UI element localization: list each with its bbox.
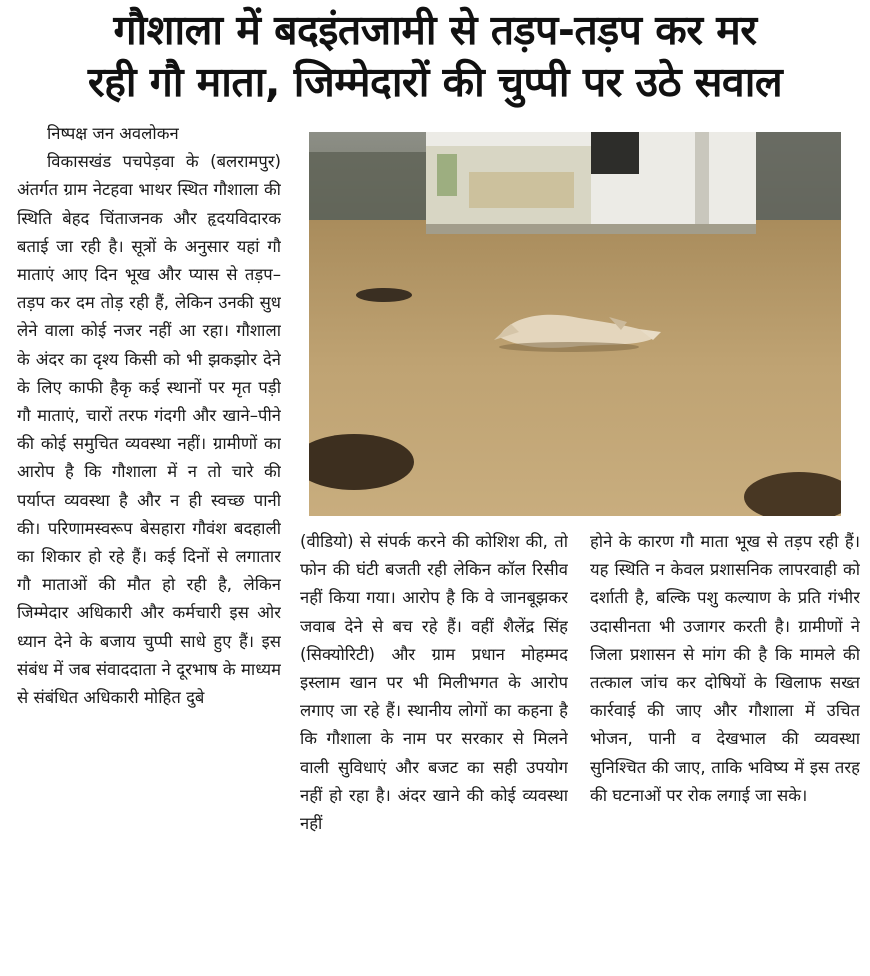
article-column-2 — [300, 528, 568, 968]
news-photo — [309, 132, 841, 516]
byline: निष्पक्ष जन अवलोकन — [47, 124, 179, 143]
article-paragraph-3: होने के कारण गौ माता भूख से तड़प रही हैं। यह स्थिति न केवल प्रशासनिक लापरवाही को दर्शाती है, बल्कि पशु कल्याण के प्रति गंभीर उदासीनता भी उजागर करती है। ग्रामीणों ने जिला प्रशासन से मांग की है कि मामले की तत्काल जांच कर दोषियों के खिलाफ सख्त कार्रवाई की जाए और गौशाला में उचित भोजन, पानी व देखभाल की व्यवस्था सुनिश्चित की जाए, ताकि भविष्य में इस तरह की घटनाओं पर रोक लगाई जा सके। — [590, 532, 860, 805]
article-column-1 — [17, 120, 281, 970]
article-paragraph-2: (वीडियो) से संपर्क करने की कोशिश की, तो फोन की घंटी बजती रही लेकिन कॉल रिसीव नहीं किया गया। आरोप है कि वे जानबूझकर जवाब देने से बच रहे हैं। वहीं शैलेंद्र सिंह (सिक्योरिटी) और ग्राम प्रधान मोहम्मद इस्लाम खान पर भी मिलीभगत के आरोप लगाए जा रहे हैं। स्थानीय लोगों का कहना है कि गौशाला के नाम पर सरकार से मिलने वाली सुविधाएं और बजट का सही उपयोग नहीं हो रहा है। अंदर खाने की कोई व्यवस्था नहीं — [300, 532, 568, 834]
article-column-3 — [590, 528, 860, 968]
article-paragraph-1: विकासखंड पचपेड़वा के (बलरामपुर) अंतर्गत ग्राम नेटहवा भाथर स्थित गौशाला की स्थिति बेहद चिंताजनक और हृदयविदारक बताई जा रही है। सूत्रों के अनुसार यहां गौ माताएं आए दिन भूख और प्यास से तड़प–तड़प कर दम तोड़ रही हैं, लेकिन उनकी सुध लेने वाला कोई नजर नहीं आ रहा। गौशाला के अंदर का दृश्य किसी को भी झकझोर देने के लिए काफी हैकृ कई स्थानों पर मृत पड़ी गौ माताएं, चारों तरफ गंदगी और खाने–पीने की कोई समुचित व्यवस्था नहीं। ग्रामीणों का आरोप है कि गौशाला में न तो चारे की पर्याप्त व्यवस्था है और न ही स्वच्छ पानी की। परिणामस्वरूप बेसहारा गौवंश बदहाली का शिकार हो रहे हैं। कई दिनों से लगातार गौ माताओं की मौत हो रही है, लेकिन जिम्मेदार अधिकारी और कर्मचारी इस ओर ध्यान देने के बजाय चुप्पी साधे हुए हैं। इस संबंध में जब संवाददाता ने दूरभाष के माध्यम से संबंधित अधिकारी मोहित दुबे — [17, 152, 281, 708]
cow-lying-on-ground-icon — [309, 132, 841, 516]
headline — [8, 4, 862, 106]
headline-line-1: गौशाला में बदइंतजामी से तड़प-तड़प कर मर — [113, 6, 757, 54]
headline-line-2: रही गौ माता, जिम्मेदारों की चुप्पी पर उठे सवाल — [87, 58, 783, 106]
